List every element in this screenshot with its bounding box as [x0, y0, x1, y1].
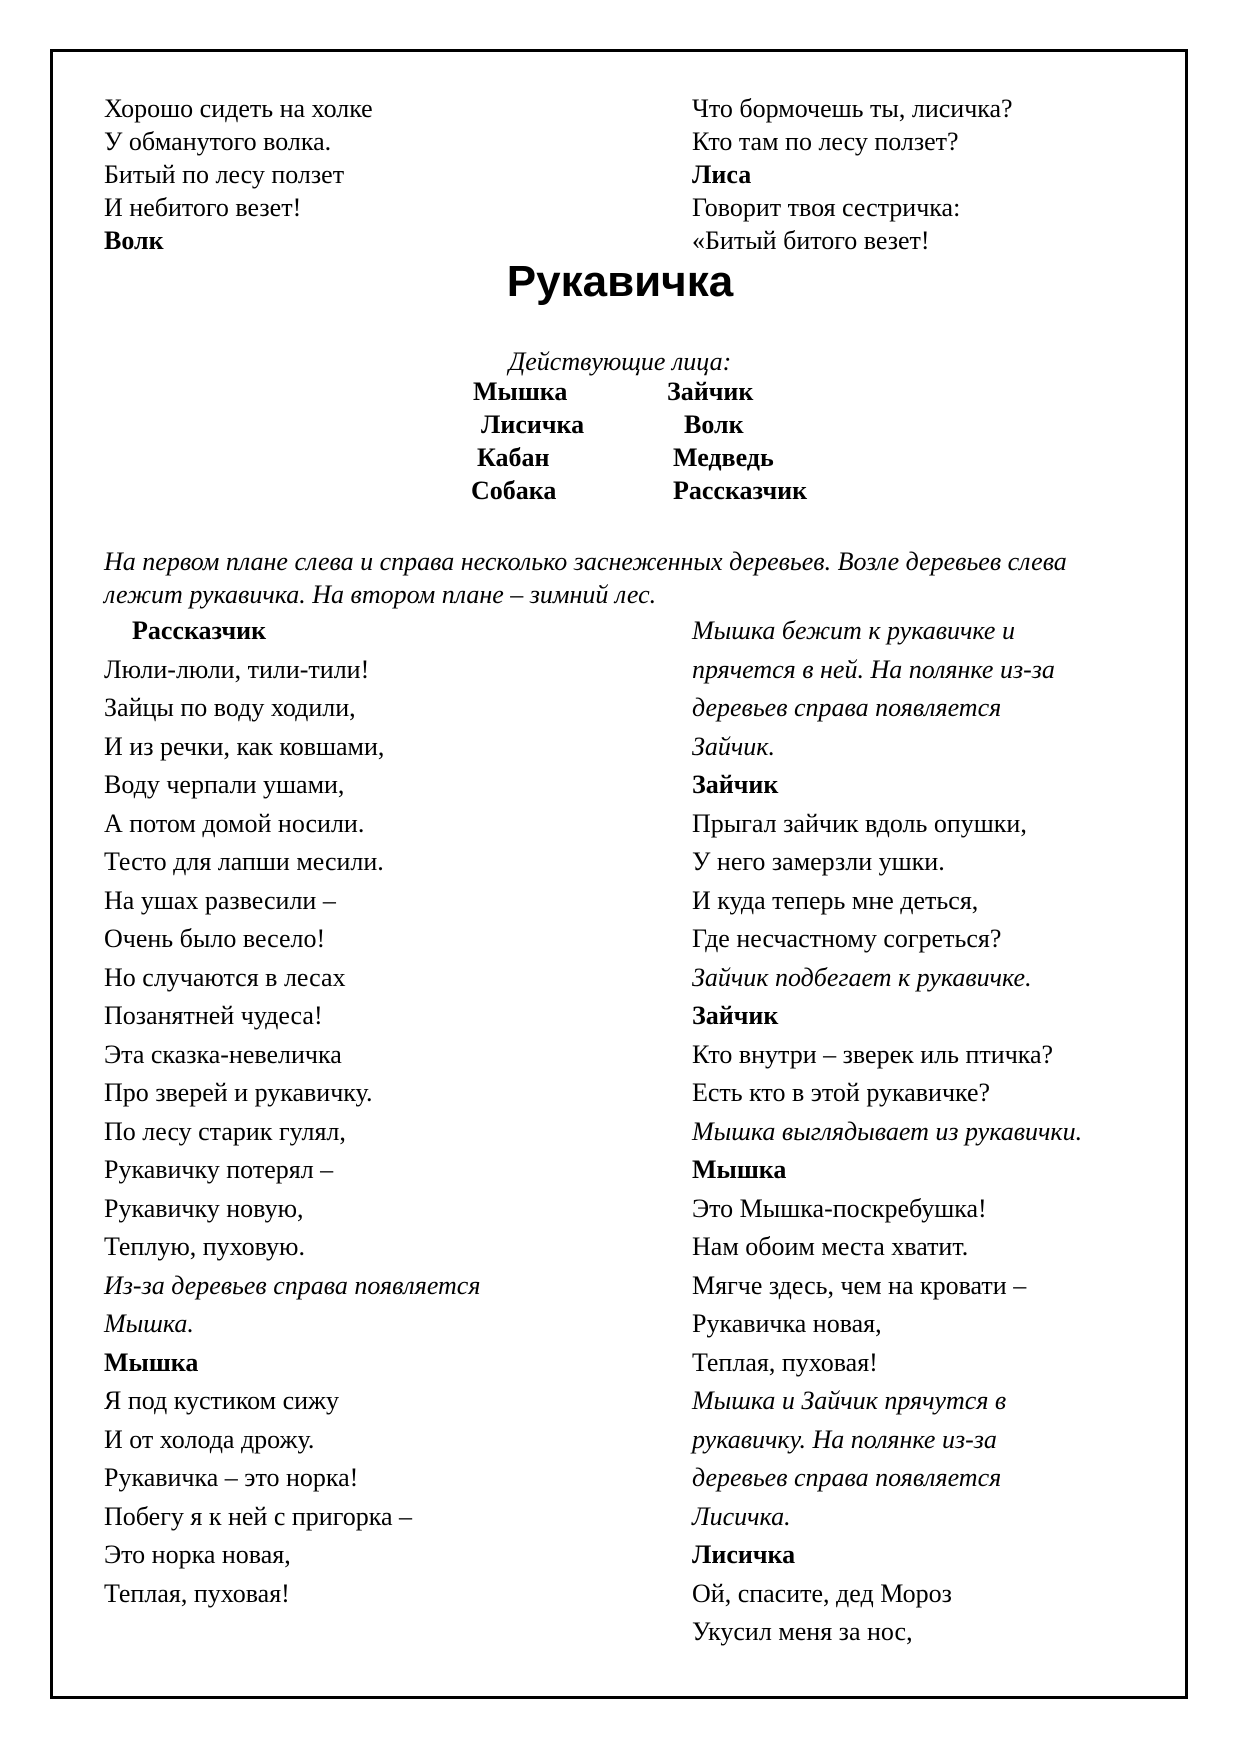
verse-line: Рукавичку новую,: [104, 1193, 304, 1223]
stage-direction-line: Мышка бежит к рукавичке и: [692, 616, 1015, 645]
verse-line: Побегу я к ней с пригорка –: [104, 1501, 412, 1531]
stage-direction: На первом плане слева и справа несколько заснеженных деревьев. Возле деревьев слева лежит рукавичка. На втором плане – зимний лес.: [104, 547, 1067, 609]
cast-member: Волк: [684, 410, 744, 439]
cast-member: Рассказчик: [673, 476, 808, 505]
cast-member: Мышка: [473, 377, 568, 406]
cast-member: Лисичка: [481, 410, 585, 439]
cast-heading: Действующие лица:: [508, 347, 732, 376]
verse-line: Нам обоим места хватит.: [692, 1232, 969, 1261]
verse-line: Что бормочешь ты, лисичка?: [692, 94, 1013, 123]
verse-line: У него замерзли ушки.: [692, 847, 945, 876]
verse-line: Говорит твоя сестричка:: [692, 193, 961, 222]
verse-line: Ой, спасите, дед Мороз: [692, 1578, 952, 1608]
verse-line: Позанятней чудеса!: [104, 1001, 323, 1030]
verse-line: Теплая, пуховая!: [692, 1347, 878, 1377]
speaker-name: Зайчик: [692, 770, 779, 799]
verse-line: «Битый битого везет!: [692, 226, 930, 255]
verse-line: Зайцы по воду ходили,: [104, 693, 356, 722]
speaker-name: Волк: [104, 226, 164, 255]
stage-direction-line: Зайчик.: [692, 731, 775, 761]
verse-line: Рукавичку потерял –: [104, 1155, 334, 1184]
stage-direction-line: Из-за деревьев справа появляется: [104, 1270, 481, 1300]
verse-line: По лесу старик гулял,: [104, 1116, 346, 1146]
verse-top-right: [692, 92, 1013, 257]
verse-line: Рукавичка новая,: [692, 1309, 882, 1338]
verse-line: Укусил меня за нос,: [692, 1617, 913, 1646]
speaker-name: Лиса: [692, 160, 752, 189]
script-left-column: [104, 612, 480, 1613]
speaker-name: Мышка: [104, 1347, 199, 1377]
cast-member: Медведь: [673, 443, 774, 472]
cast-member: Зайчик: [667, 377, 754, 406]
verse-line: Эта сказка-невеличка: [104, 1039, 342, 1069]
script-right-column: [692, 612, 1082, 1652]
verse-line: Про зверей и рукавичку.: [104, 1078, 373, 1107]
verse-line: Это норка новая,: [104, 1540, 291, 1569]
speaker-name: Зайчик: [692, 1001, 779, 1030]
speaker-name: Рассказчик: [132, 616, 267, 645]
verse-line: Кто там по лесу ползет?: [692, 127, 959, 156]
verse-line: А потом домой носили.: [104, 808, 365, 838]
stage-direction-line: Лисичка.: [692, 1501, 791, 1531]
verse-line: Хорошо сидеть на холке: [104, 94, 373, 123]
verse-line: Люли-люли, тили-тили!: [104, 654, 370, 684]
speaker-name: Лисичка: [692, 1540, 796, 1569]
stage-direction-line: деревьев справа появляется: [692, 693, 1002, 722]
speaker-name: Мышка: [692, 1155, 787, 1184]
verse-line: И от холода дрожу.: [104, 1424, 315, 1454]
cast-member: Собака: [471, 476, 557, 505]
verse-line: Есть кто в этой рукавичке?: [692, 1078, 991, 1107]
stage-direction-line: Зайчик подбегает к рукавичке.: [692, 962, 1032, 992]
verse-line: Мягче здесь, чем на кровати –: [692, 1270, 1027, 1300]
stage-direction-line: рукавичку. На полянке из-за: [692, 1424, 997, 1454]
verse-top-left: [104, 92, 373, 257]
verse-line: Тесто для лапши месили.: [104, 847, 384, 876]
verse-line: Кто внутри – зверек иль птичка?: [692, 1039, 1054, 1069]
verse-line: Очень было весело!: [104, 924, 326, 953]
verse-line: Воду черпали ушами,: [104, 770, 345, 799]
verse-line: Я под кустиком сижу: [104, 1386, 340, 1415]
verse-line: Прыгал зайчик вдоль опушки,: [692, 808, 1027, 838]
stage-direction-line: Мышка выглядывает из рукавички.: [692, 1116, 1083, 1146]
verse-line: Но случаются в лесах: [104, 962, 346, 992]
verse-line: Теплую, пуховую.: [104, 1232, 305, 1261]
play-title: Рукавичка: [506, 257, 734, 306]
verse-line: И из речки, как ковшами,: [104, 731, 385, 761]
verse-line: Теплая, пуховая!: [104, 1578, 290, 1608]
cast-member: Кабан: [477, 443, 550, 472]
stage-direction-line: Мышка.: [104, 1309, 194, 1338]
verse-line: У обманутого волка.: [104, 127, 332, 156]
verse-line: Битый по лесу ползет: [104, 160, 345, 189]
stage-direction-line: деревьев справа появляется: [692, 1463, 1002, 1492]
verse-line: Рукавичка – это норка!: [104, 1463, 359, 1492]
verse-line: Где несчастному согреться?: [692, 924, 1002, 953]
stage-direction-line: прячется в ней. На полянке из-за: [692, 654, 1055, 684]
verse-line: И куда теперь мне деться,: [692, 885, 979, 915]
verse-line: На ушах развесили –: [104, 885, 336, 915]
verse-line: Это Мышка-поскребушка!: [692, 1193, 987, 1223]
verse-line: И небитого везет!: [104, 193, 302, 222]
stage-direction-line: Мышка и Зайчик прячутся в: [692, 1386, 1007, 1415]
